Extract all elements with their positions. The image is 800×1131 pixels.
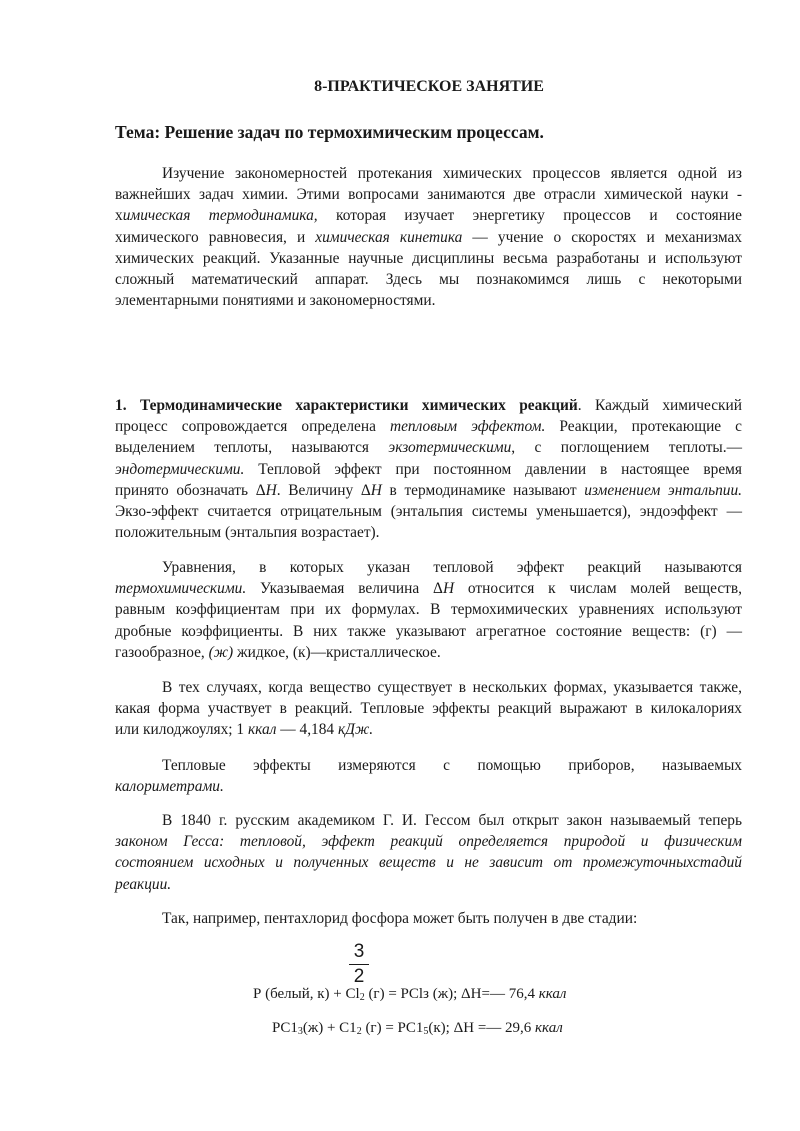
term-thermochemical: термохимическими. [115, 580, 247, 598]
para2-line-1: Уравнения, в которых указан тепловой эффект реакций называются [162, 559, 742, 576]
para5-line-4 [115, 874, 742, 895]
text: или килоджоулях; 1 [115, 721, 248, 739]
intro-line-4 [115, 227, 742, 248]
symbol-h: H [442, 580, 455, 598]
para3-line-3 [115, 719, 742, 740]
unit-kcal: ккал [247, 721, 277, 739]
unit-kj: кДж. [337, 721, 374, 739]
thermochemical-paragraph [115, 557, 742, 663]
text: PC1 [272, 1020, 298, 1036]
unit-kcal: ккал [535, 1020, 563, 1036]
intro-line-5: химических реакций. Указанные научные дисциплины весьма разработаны и используют [115, 249, 742, 267]
para3-line-1: В тех случаях, когда вещество существует в нескольких формах, указывается также, [162, 679, 742, 696]
text: Р (белый, к) + Cl [253, 986, 360, 1002]
text: выделением теплоты, называются [115, 439, 389, 457]
section-1-heading: 1. Термодинамические характеристики химических реакций [115, 397, 578, 414]
section1-line-3 [115, 437, 742, 458]
text: (ж) + C1 [302, 1020, 357, 1036]
text: относится к числам молей веществ, [454, 580, 742, 598]
section1-line-6: Экзо-эффект считается отрицательным (энтальпия системы уменьшается), эндоэффект — [115, 503, 742, 521]
symbol-h: H [265, 481, 277, 499]
fraction-bar [349, 964, 369, 965]
text: — учение о скоростях и механизмах [462, 228, 742, 246]
intro-paragraph [115, 163, 742, 311]
section1-line-5 [115, 480, 742, 501]
term-liquid: (ж) [208, 643, 234, 661]
term-heat-effect: тепловым эффектом. [389, 418, 546, 436]
page-title: 8-ПРАКТИЧЕСКОЕ ЗАНЯТИЕ [314, 78, 544, 95]
para2-line-3: равным коэффициентам при их формулах. В термохимических уравнениях используют [115, 601, 742, 619]
para4-line-2 [115, 776, 742, 797]
intro-line-6: сложный математический аппарат. Здесь мы познакомимся лишь с некоторыми [115, 271, 742, 289]
unit-kcal: ккал [538, 986, 567, 1002]
calorimeter-paragraph [115, 755, 742, 797]
text: Указываемая величина Δ [246, 580, 443, 598]
term-kinetics: химическая кинетика [315, 228, 463, 246]
para6-line-1: Так, например, пентахлорид фосфора может быть получен в две стадии: [162, 910, 638, 927]
term-calorimeters: калориметрами. [115, 778, 224, 796]
term-enthalpy-change: изменением энтальпии. [584, 481, 743, 499]
para2-line-5 [115, 642, 742, 663]
hess-law-text: законом Гесса: тепловой, эффект реакций определяется природой и физическим [115, 833, 742, 851]
subscript: 2 [359, 992, 365, 1003]
para5-line-3 [115, 852, 742, 873]
text: которая изучает энергетику процессов и состояние [317, 207, 742, 225]
text: Реакции, протекающие с [545, 418, 743, 436]
term-exothermic: экзотермическими [388, 439, 512, 457]
section1-line-2 [115, 416, 742, 437]
fraction-three-halves [349, 942, 369, 987]
text: — 4,184 [276, 721, 338, 739]
subscript: 2 [356, 1026, 362, 1037]
text: газообразное, [115, 643, 209, 661]
equation-2 [272, 1020, 563, 1037]
lesson-theme: Тема: Решение задач по термохимическим процессам. [115, 122, 544, 142]
text: . Каждый химический [577, 397, 742, 414]
term-thermodynamics: имическая термодинамика, [122, 207, 318, 225]
section-1-paragraph [115, 395, 742, 543]
term-endothermic: эндотермическими. [115, 460, 245, 478]
hess-law-text: состоянием исходных и полученных веществ и не зависит от промежуточныхстадий [115, 854, 742, 872]
text: жидкое, (к)—кристаллическое. [233, 643, 441, 661]
text: Тепловой эффект при постоянном давлении в настоящее время [244, 460, 742, 478]
fraction-numerator: 3 [353, 941, 365, 962]
section1-line-4 [115, 459, 742, 480]
text: (к); ΔH =— 29,6 [428, 1020, 536, 1036]
text: (г) = PClз (ж); ΔH=— 76,4 [364, 986, 539, 1002]
hess-law-text: реакции. [115, 875, 172, 893]
text: х [115, 207, 123, 225]
units-paragraph [115, 677, 742, 741]
text: принято обозначать Δ [115, 481, 266, 499]
symbol-h: H [370, 481, 382, 499]
para4-line-1: Тепловые эффекты измеряются с помощью приборов, называемых [162, 757, 742, 774]
section1-line-1 [115, 395, 742, 416]
fraction-denominator: 2 [353, 966, 365, 987]
text: в термодинамике называют [381, 481, 585, 499]
intro-line-7: элементарными понятиями и закономерностями. [115, 292, 436, 310]
text: (г) = PC1 [361, 1020, 424, 1036]
hess-law-paragraph [115, 810, 742, 895]
subscript: 3 [297, 1026, 303, 1037]
text: процесс сопровождается определена [115, 418, 390, 436]
intro-line-2: важнейших задач химии. Этими вопросами занимаются две отрасли химической науки - [115, 186, 742, 204]
text: . Величину Δ [276, 481, 371, 499]
section1-line-7: положительным (энтальпия возрастает). [115, 524, 380, 542]
para5-line-2 [115, 831, 742, 852]
example-paragraph [115, 908, 742, 929]
equation-1 [253, 986, 566, 1003]
subscript: 5 [423, 1026, 429, 1037]
para2-line-4: дробные коэффициенты. В них также указывают агрегатное состояние веществ: (г) — [115, 622, 742, 640]
para2-line-2 [115, 578, 742, 599]
text: , с поглощением теплоты.— [511, 439, 743, 457]
intro-line-1: Изучение закономерностей протекания химических процессов является одной из [162, 165, 742, 182]
text: химического равновесия, и [115, 228, 316, 246]
intro-line-3 [115, 205, 742, 226]
para5-line-1: В 1840 г. русским академиком Г. И. Гессом был открыт закон называемый теперь [162, 812, 742, 829]
para3-line-2: какая форма участвует в реакций. Тепловые эффекты реакций выражают в килокалориях [115, 700, 742, 718]
